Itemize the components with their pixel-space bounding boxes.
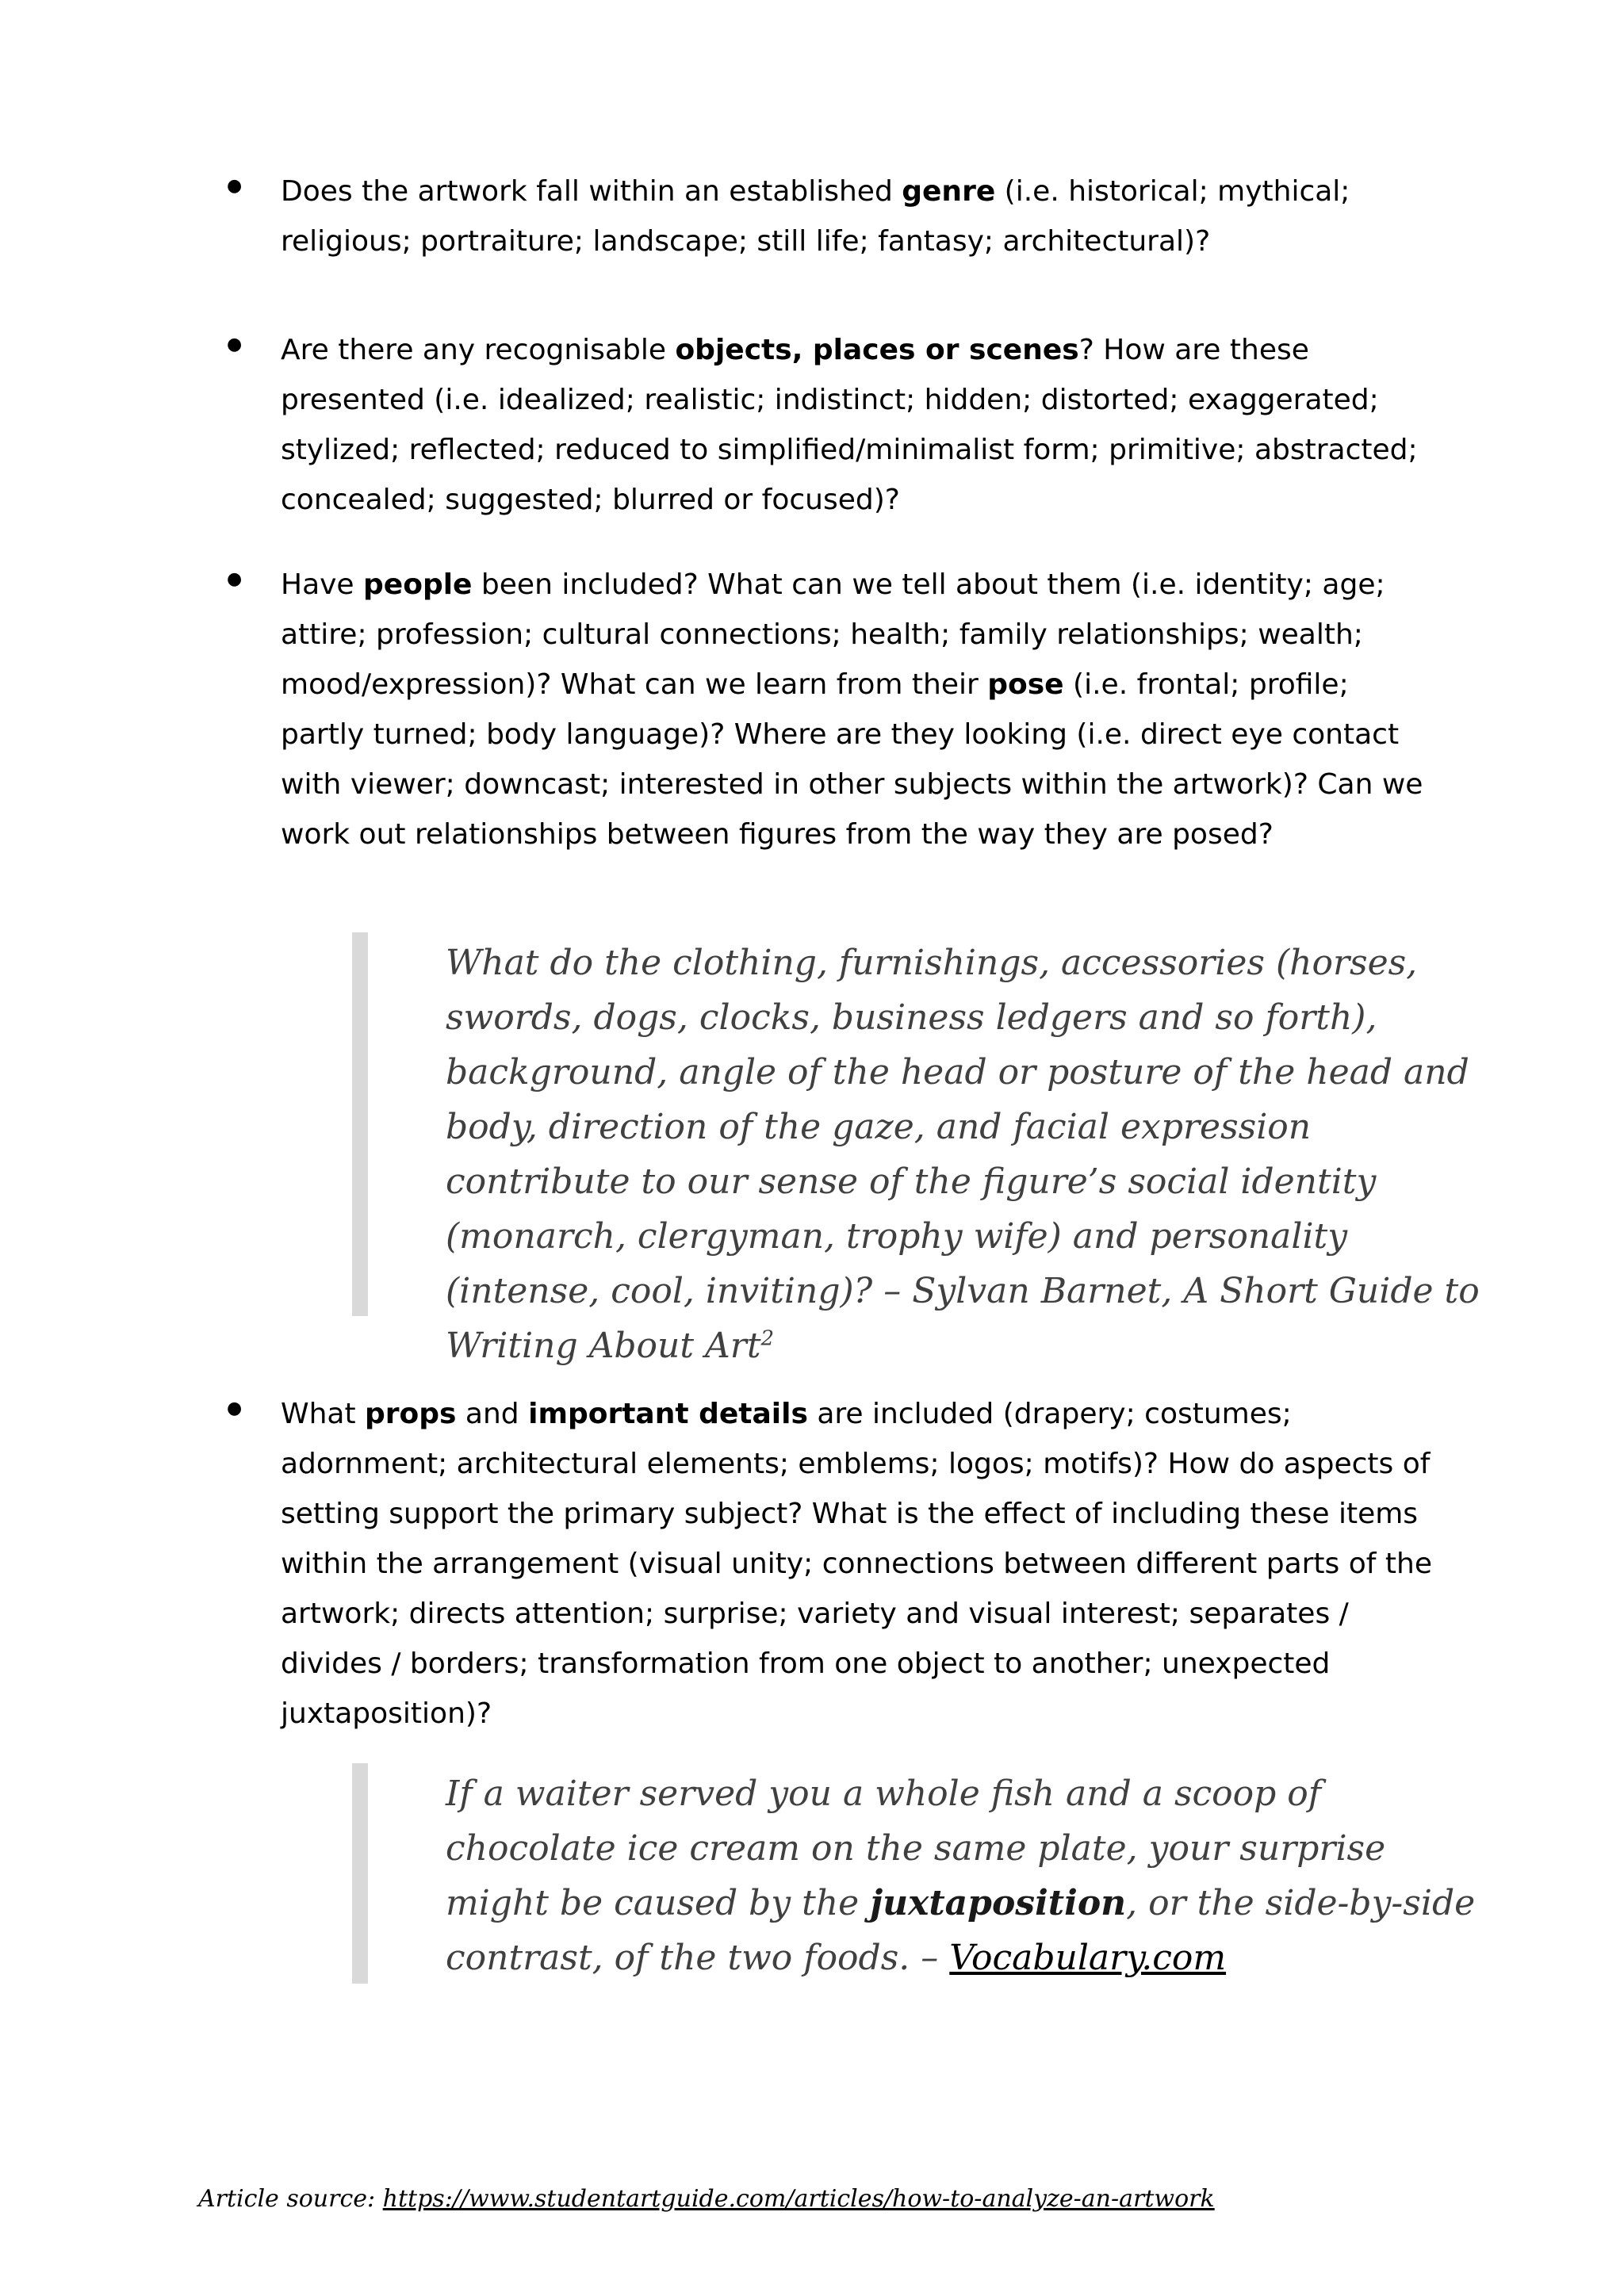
article-source-link[interactable]: https://www.studentartguide.com/articles/how-to-analyze-an-artwork [382,2185,1215,2213]
bullet-genre-text-1: Does the artwork fall within an established [281,175,902,208]
vocabulary-link[interactable]: Vocabulary.com [949,1938,1227,1978]
bullet-marker: ● [227,335,243,354]
bullet-marker: ● [227,176,243,196]
bullet-people-text-1: Have [281,568,364,601]
blockquote-vocabulary [352,1763,1492,1984]
bullet-people [281,560,1438,859]
bullet-marker: ● [227,1399,243,1418]
bullet-people-text-3: (i.e. frontal; profile; partly turned; body language)? Where are they looking (i.e. direct eye contact with viewer; downcast; interested in other subjects within the artwork)? Can we work out relationships between figures from the way they are posed? [281,668,1423,851]
bullet-props-text-3: are included (drapery; costumes; adornment; architectural elements; emblems; logos; motifs)? How do aspects of setting support the primary subject? What is the effect of including these items within the arrangement (visual unity; connections between different parts of the artwork; directs attention; surprise; variety and visual interest; separates / divides / borders; transformation from one object to another; unexpected juxtaposition)? [281,1398,1432,1730]
bullet-props-bold-1: props [365,1398,457,1430]
article-source [198,2185,1215,2213]
bullet-objects-text-1: Are there any recognisable [281,334,676,366]
bullet-marker: ● [227,569,243,589]
bullet-people-text-2: been included? What can we tell about them (i.e. identity; age; attire; profession; cultural connections; health; family relationships; wealth; mood/expression)? What can we learn from their [281,568,1385,701]
bullet-people-bold-2: pose [987,668,1064,701]
bullet-props-text-1: What [281,1398,366,1430]
bullet-genre-text-2: (i.e. historical; mythical; religious; portraiture; landscape; still life; fantasy; architectural)? [281,175,1350,258]
blockquote-barnet-body: What do the clothing, furnishings, accessories (horses, swords, dogs, clocks, business ledgers and so forth), background, angle of the head or posture of the head and body, direction of the gaze, and facial expression contribute to our sense of the figure’s social identity (monarch, clergyman, trophy wife) and personality (intense, cool, inviting)? – Sylvan Barnet, A Short Guide to Writing About Art [446,943,1480,1366]
bullet-people-bold-1: people [363,568,473,601]
article-source-label: Article source: [198,2185,383,2213]
blockquote-vocabulary-text-2: , or the side-by-side contrast, of the two foods. – [446,1883,1476,1978]
blockquote-vocabulary-bold: juxtaposition [870,1883,1127,1923]
bullet-objects [281,325,1438,525]
bullet-props-text-2: and [456,1398,529,1430]
bullet-genre-bold: genre [902,175,996,208]
bullet-objects-bold: objects, places or scenes [675,334,1079,366]
bullet-props-bold-2: important details [528,1398,808,1430]
bullet-props [281,1389,1438,1739]
blockquote-barnet-text [446,932,1492,1373]
bullet-genre [281,166,1438,266]
blockquote-vocabulary-text [446,1763,1492,1985]
bullet-objects-text-2: ? How are these presented (i.e. idealized; realistic; indistinct; hidden; distorted; exaggerated; stylized; reflected; reduced to simplified/minimalist form; primitive; abstracted; concealed; suggested; blurred or focused)? [281,334,1418,516]
blockquote-vocabulary-text-1: If a waiter served you a whole fish and a scoop of chocolate ice cream on the same plate, your surprise might be caused by the [446,1774,1386,1923]
footnote-marker: 2 [760,1326,775,1351]
blockquote-barnet [352,932,1492,1366]
